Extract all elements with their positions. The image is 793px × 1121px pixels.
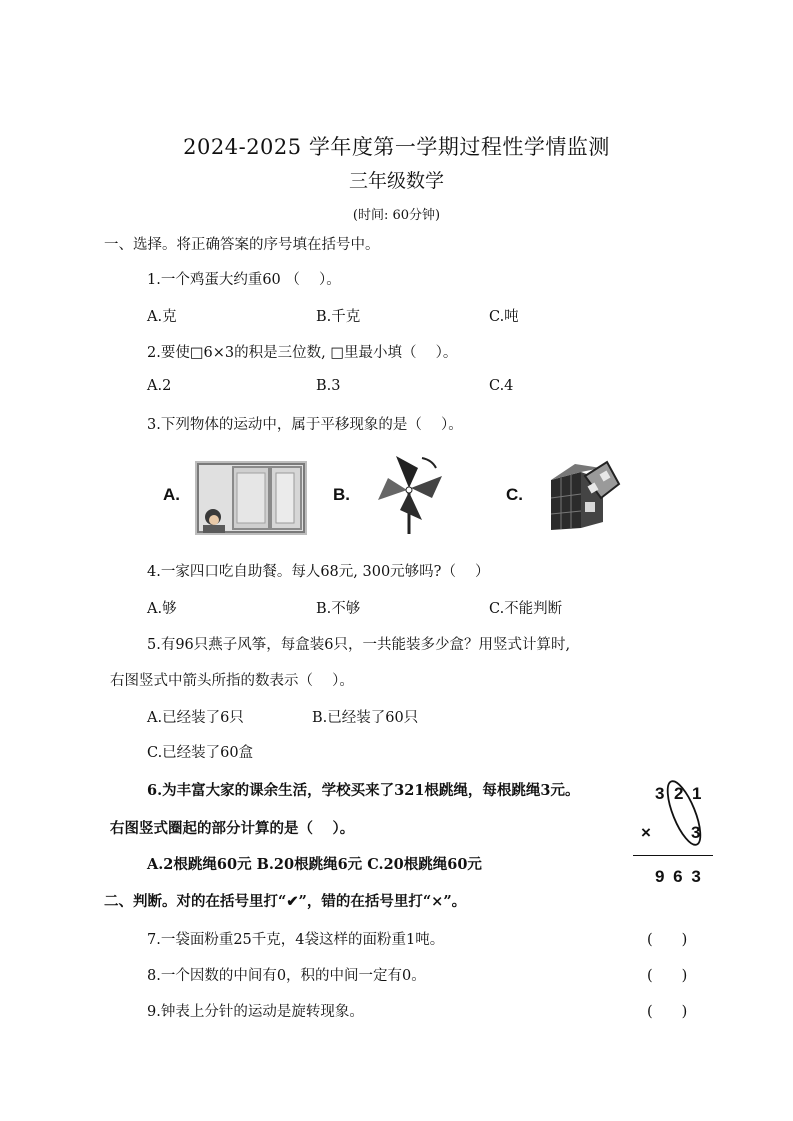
- q1-text: 1.一个鸡蛋大约重60 （ ）。: [147, 272, 341, 288]
- q4-option-a: A.够: [147, 601, 177, 617]
- q3-option-c-label: C.: [506, 485, 523, 504]
- q5-option-b: B.已经装了60只: [312, 710, 419, 726]
- q7-text: 7.一袋面粉重25千克，4袋这样的面粉重1吨。: [147, 932, 445, 948]
- q1-option-b: B.千克: [316, 309, 361, 325]
- q3-option-a-label: A.: [163, 485, 180, 504]
- q2-option-c: C.4: [489, 378, 514, 394]
- q2-option-a: A.2: [147, 378, 172, 394]
- calc-divider-line: [633, 855, 713, 856]
- calc-times-sign: ×: [641, 823, 651, 842]
- q4-text: 4.一家四口吃自助餐。每人68元, 300元够吗?（ ）: [147, 564, 490, 580]
- exam-title: 2024-2025 学年度第一学期过程性学情监测: [183, 135, 610, 159]
- time-note: (时间: 60分钟): [352, 208, 441, 223]
- section2-heading: 二、判断。对的在括号里打“✔”，错的在括号里打“×”。: [104, 893, 467, 910]
- q9-answer-box[interactable]: ( ): [647, 1004, 688, 1020]
- calc-digit-hundreds: 3: [655, 784, 665, 803]
- q5-line2: 右图竖式中箭头所指的数表示（ ）。: [110, 673, 354, 689]
- q4-option-c: C.不能判断: [489, 601, 563, 617]
- q3-text: 3.下列物体的运动中，属于平移现象的是（ ）。: [147, 417, 463, 433]
- calc-digit-tens: 2: [674, 784, 684, 803]
- q8-text: 8.一个因数的中间有0，积的中间一定有0。: [147, 968, 426, 984]
- q5-line1: 5.有96只燕子风筝，每盒装6只，一共能装多少盒？用竖式计算时,: [147, 637, 571, 653]
- calc-digit-ones: 1: [692, 784, 702, 803]
- q1-option-a: A.克: [147, 309, 177, 325]
- sliding-window-image: [195, 461, 307, 535]
- calc-result: 9 6 3: [655, 867, 703, 886]
- q2-option-b: B.3: [316, 378, 341, 394]
- calc-multiplier: 3: [691, 823, 701, 842]
- section1-heading: 一、选择。将正确答案的序号填在括号中。: [104, 237, 380, 253]
- q3-option-b-label: B.: [333, 485, 350, 504]
- pinwheel-image: [376, 448, 446, 534]
- exam-subtitle: 三年级数学: [348, 170, 444, 192]
- q7-answer-box[interactable]: ( ): [647, 932, 688, 948]
- q2-text: 2.要使□6×3的积是三位数, □里最小填（ ）。: [147, 345, 458, 361]
- q6-line2: 右图竖式圈起的部分计算的是（ ）。: [110, 820, 355, 837]
- q5-option-c: C.已经装了60盒: [147, 745, 254, 761]
- q8-answer-box[interactable]: ( ): [647, 968, 688, 984]
- q5-option-a: A.已经装了6只: [147, 710, 244, 726]
- q9-text: 9.钟表上分针的运动是旋转现象。: [147, 1004, 364, 1020]
- q6-options: A.2根跳绳60元 B.20根跳绳6元 C.20根跳绳60元: [147, 856, 482, 873]
- calc-circle-mark: [662, 776, 706, 850]
- rubiks-cube-image: [545, 458, 621, 532]
- q4-option-b: B.不够: [316, 601, 361, 617]
- q1-option-c: C.吨: [489, 309, 519, 325]
- q6-line1: 6.为丰富大家的课余生活，学校买来了321根跳绳，每根跳绳3元。: [147, 782, 580, 799]
